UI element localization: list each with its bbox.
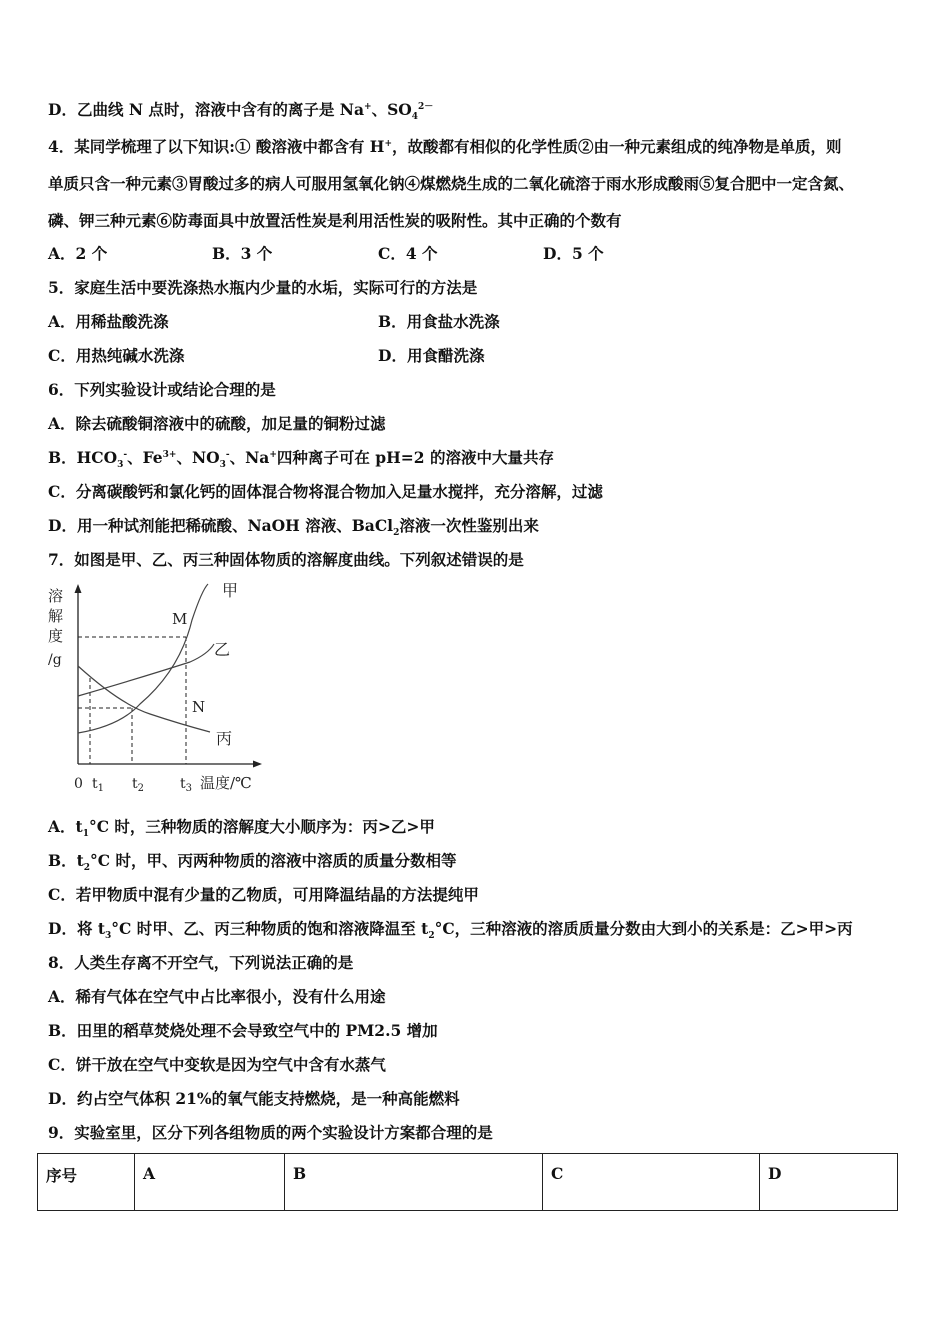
q4-stem-sup: + [384,138,392,149]
q6-b-part3: 、NO [176,448,220,467]
q4-stem-part2: ，故酸都有相似的化学性质②由一种元素组成的纯净物是单质，则 [392,137,842,156]
q7-a-part2: °C 时，三种物质的溶解度大小顺序为：丙>乙>甲 [88,817,435,836]
y-label-char-1: 溶 [48,587,64,605]
q3-option-d-sup1: + [364,101,372,112]
y-label-unit: /g [48,652,62,668]
header-cell-d: D [760,1154,898,1211]
q5-option-a: A．用稀盐酸洗涤 [48,312,169,331]
y-label-char-2: 解 [48,607,64,625]
header-cell-b: B [285,1154,543,1211]
q6-b-part5: 四种离子可在 pH=2 的溶液中大量共存 [276,448,554,467]
q4-stem-line2: 单质只含一种元素③胃酸过多的病人可服用氢氧化钠④煤燃烧生成的二氧化硫溶于雨水形成酸雨⑤复合肥中一定含氮、 [48,174,855,193]
q6-b-sup3: - [225,449,230,460]
q6-d-part1: D．用一种试剂能把稀硫酸、NaOH 溶液、BaCl [48,516,394,535]
q7-option-d [48,919,853,942]
q6-b-part1: B．HCO [48,448,118,467]
q6-b-part4: 、Na [229,448,270,467]
q6-option-c: C．分离碳酸钙和氯化钙的固体混合物将混合物加入足量水搅拌，充分溶解，过滤 [48,482,603,501]
q5-option-c: C．用热纯碱水洗涤 [48,346,185,365]
q4-option-b: B．3 个 [212,244,273,263]
solubility-curve-figure [40,578,280,798]
point-n-label: N [192,698,206,716]
q6-b-sup1: - [123,449,128,460]
q8-option-c: C．饼干放在空气中变软是因为空气中含有水蒸气 [48,1055,386,1074]
q7-d-part2: °C 时甲、乙、丙三种物质的饱和溶液降温至 t [111,919,429,938]
q7-d-part1: D．将 t [48,919,105,938]
y-label-char-3: 度 [48,627,64,645]
q3-option-d-text: D．乙曲线 N 点时，溶液中含有的离子是 Na [48,100,365,119]
q7-a-part1: A．t [48,817,83,836]
q7-b-sub: 2 [83,863,91,874]
q3-option-d-sub: 4 [411,112,419,123]
q6-b-sub3: 3 [219,460,226,471]
q4-stem-line3: 磷、钾三种元素⑥防毒面具中放置活性炭是利用活性炭的吸附性。其中正确的个数有 [48,211,622,230]
x-axis-arrow [253,761,262,768]
table-header-row [38,1154,898,1211]
q4-stem-part1: 4．某同学梳理了以下知识:① 酸溶液中都含有 H [48,137,385,156]
q5-option-d: D．用食醋洗涤 [378,346,485,365]
q9-stem: 9．实验室里，区分下列各组物质的两个实验设计方案都合理的是 [48,1123,493,1142]
q6-option-a: A．除去硫酸铜溶液中的硫酸，加足量的铜粉过滤 [48,414,386,433]
q7-option-c: C．若甲物质中混有少量的乙物质，可用降温结晶的方法提纯甲 [48,885,479,904]
q7-b-part2: °C 时，甲、丙两种物质的溶液中溶质的质量分数相等 [90,851,457,870]
q6-b-sup2: 3+ [162,449,177,460]
label-jia: 甲 [222,581,239,600]
q6-d-part2: 溶液一次性鉴别出来 [399,516,539,535]
q3-option-d-sup2: 2－ [418,101,434,112]
q6-b-part2: 、Fe [127,448,163,467]
point-m-label: M [172,610,188,628]
q3-option-d-text2: 、SO [371,100,412,119]
header-cell-c: C [543,1154,760,1211]
y-axis-arrow [75,584,82,593]
q4-option-a: A．2 个 [48,244,108,263]
header-cell-a: A [135,1154,285,1211]
x-tick-t1: $t_1$ [92,776,105,794]
q7-d-sub1: 3 [105,931,112,942]
q8-stem: 8．人类生存离不开空气，下列说法正确的是 [48,953,354,972]
q6-option-b [48,448,554,471]
q6-b-sub1: 3 [117,460,124,471]
q4-option-d: D．5 个 [543,244,604,263]
q7-b-part1: B．t [48,851,84,870]
q6-d-sub: 2 [393,528,400,539]
q8-option-d: D．约占空气体积 21%的氧气能支持燃烧，是一种高能燃料 [48,1089,460,1108]
q7-d-sub2: 2 [428,931,435,942]
q7-option-b [48,851,457,874]
x-origin-label: 0 [74,776,83,792]
x-tick-t3: $t_3$ [180,776,193,794]
q3-option-d [48,100,434,123]
curve-jia [78,584,208,733]
header-cell-index: 序号 [38,1154,135,1211]
x-axis-label: 温度/℃ [200,774,252,792]
label-yi: 乙 [214,640,231,659]
q9-table [37,1153,898,1211]
curve-yi [78,644,214,696]
q5-stem: 5．家庭生活中要洗涤热水瓶内少量的水垢，实际可行的方法是 [48,278,478,297]
q6-b-sup4: + [269,449,277,460]
q7-option-a [48,817,435,840]
q6-option-d [48,516,539,539]
q7-stem: 7．如图是甲、乙、丙三种固体物质的溶解度曲线。下列叙述错误的是 [48,550,524,569]
q4-option-c: C．4 个 [378,244,438,263]
q7-d-part3: °C，三种溶液的溶质质量分数由大到小的关系是：乙>甲>丙 [434,919,853,938]
q8-option-b: B．田里的稻草焚烧处理不会导致空气中的 PM2.5 增加 [48,1021,438,1040]
q8-option-a: A．稀有气体在空气中占比率很小，没有什么用途 [48,987,386,1006]
q6-stem: 6．下列实验设计或结论合理的是 [48,380,276,399]
label-bing: 丙 [216,729,233,748]
q7-a-sub: 1 [82,829,89,840]
q5-option-b: B．用食盐水洗涤 [378,312,500,331]
q4-stem-line1 [48,137,842,157]
x-tick-t2: $t_2$ [132,776,145,794]
